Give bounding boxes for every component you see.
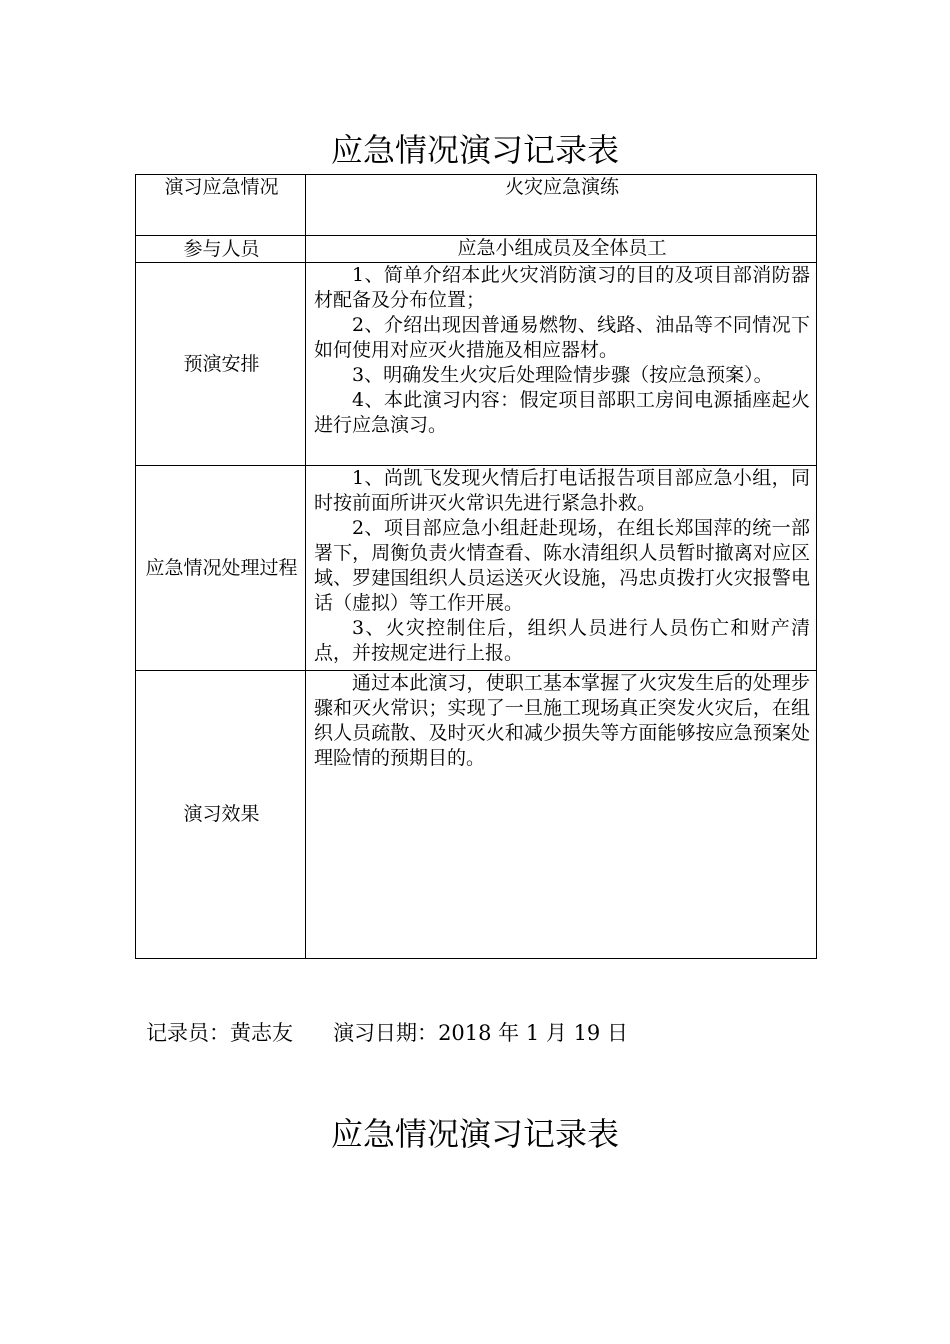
handling-process-item: 3、火灾控制住后，组织人员进行人员伤亡和财产清点，并按规定进行上报。: [314, 617, 810, 664]
drill-scenario-value: 火灾应急演练: [306, 175, 817, 236]
participants-value: 应急小组成员及全体员工: [306, 236, 817, 263]
table-row-drill-scenario: [136, 175, 817, 236]
handling-process-item: 1、尚凯飞发现火情后打电话报告项目部应急小组，同时按前面所讲灭火常识先进行紧急扑救。: [314, 467, 810, 514]
drill-date-label: 演习日期：: [333, 1021, 439, 1045]
drill-effect-label: 演习效果: [136, 671, 306, 959]
footer-spacer: [293, 1021, 333, 1045]
participants-label: 参与人员: [136, 236, 306, 263]
table-row-handling-process: [136, 466, 817, 671]
table-row-participants: [136, 236, 817, 263]
handling-process-item: 2、项目部应急小组赶赴现场，在组长郑国萍的统一部署下，周衡负责火情查看、陈水清组织人员暂时撤离对应区域、罗建国组织人员运送灭火设施，冯忠贞拨打火灾报警电话（虚拟）等工作开展。: [314, 517, 810, 614]
record-footer: [146, 1018, 628, 1048]
next-page-title: 应急情况演习记录表: [330, 1115, 619, 1153]
handling-process-label: 应急情况处理过程: [136, 466, 306, 671]
table-row-rehearsal-plan: [136, 263, 817, 466]
drill-scenario-label: 演习应急情况: [136, 175, 306, 236]
drill-effect-content: [306, 671, 817, 959]
page-title: 应急情况演习记录表: [330, 131, 619, 169]
table-row-drill-effect: [136, 671, 817, 959]
rehearsal-plan-item: 2、介绍出现因普通易燃物、线路、油品等不同情况下如何使用对应灭火措施及相应器材。: [314, 314, 810, 361]
rehearsal-plan-item: 1、简单介绍本此火灾消防演习的目的及项目部消防器材配备及分布位置；: [314, 264, 810, 311]
recorder-label: 记录员：: [146, 1021, 230, 1045]
rehearsal-plan-content: [306, 263, 817, 466]
handling-process-content: [306, 466, 817, 671]
drill-date-value: 2018 年 1 月 19 日: [438, 1021, 628, 1045]
drill-record-table: [135, 174, 817, 959]
rehearsal-plan-item: 3、明确发生火灾后处理险情步骤（按应急预案）。: [352, 364, 773, 386]
rehearsal-plan-label: 预演安排: [136, 263, 306, 466]
drill-effect-text: 通过本此演习，使职工基本掌握了火灾发生后的处理步骤和灭火常识；实现了一旦施工现场真正突发火灾后，在组织人员疏散、及时灭火和减少损失等方面能够按应急预案处理险情的预期目的。: [314, 672, 810, 769]
recorder-name: 黄志友: [230, 1021, 293, 1045]
rehearsal-plan-item: 4、本此演习内容：假定项目部职工房间电源插座起火进行应急演习。: [314, 389, 810, 436]
